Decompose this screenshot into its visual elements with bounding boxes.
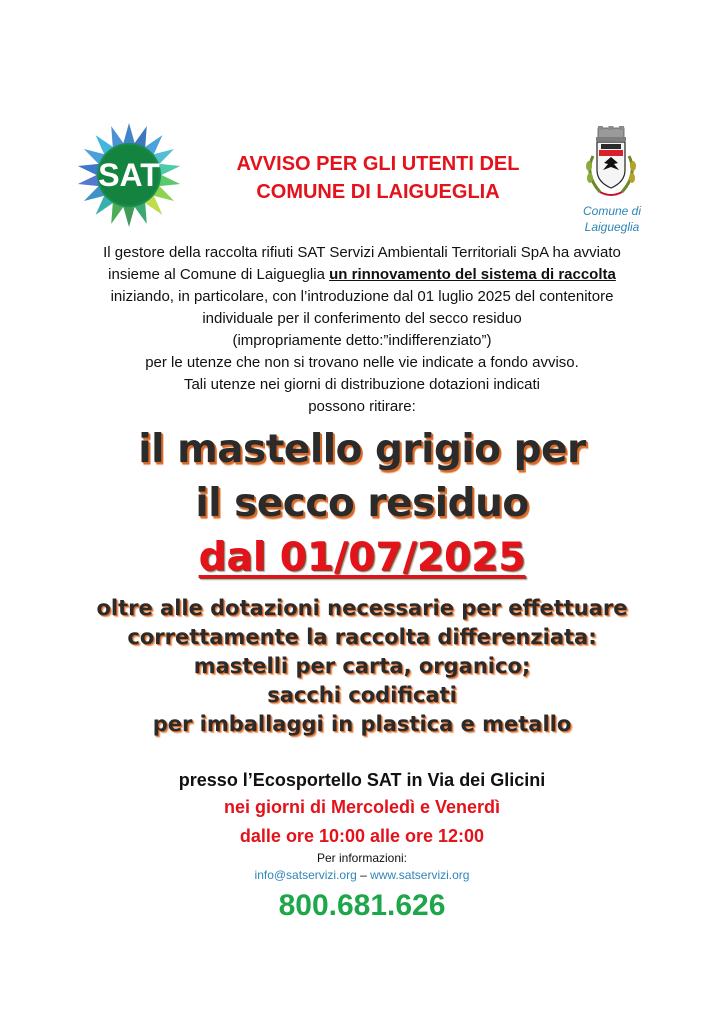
crest-label-line-2: Laigueglia [584, 220, 640, 234]
title-line-2: COMUNE DI LAIGUEGLIA [256, 181, 500, 203]
intro-line: (impropriamente detto:”indifferenziato”) [232, 332, 492, 349]
headline-line-2: il secco residuo [195, 481, 529, 526]
intro-highlight: un rinnovamento del sistema di raccolta [329, 266, 616, 283]
intro-line [60, 264, 664, 286]
pickup-days: nei giorni di Mercoledì e Venerdì [223, 797, 501, 817]
intro-line-prefix: insieme al Comune di Laigueglia [108, 266, 330, 283]
subheadline [40, 594, 684, 739]
crest-label-line-1: Comune di [582, 204, 642, 218]
crest-label [572, 203, 652, 235]
notice-title [196, 150, 560, 206]
title-line-1: AVVISO PER GLI UTENTI DEL [236, 153, 520, 175]
subheadline-line: per imballaggi in plastica e metallo [152, 712, 572, 736]
info-label: Per informazioni: [316, 851, 408, 865]
intro-line: iniziando, in particolare, con l’introduzione dal 01 luglio 2025 del contenitore [110, 288, 614, 305]
subheadline-line: correttamente la raccolta differenziata: [127, 625, 597, 649]
intro-line: per le utenze che non si trovano nelle vie indicate a fondo avviso. [145, 354, 579, 371]
pickup-hours: dalle ore 10:00 alle ore 12:00 [239, 826, 485, 846]
contact-separator: – [356, 868, 371, 882]
sat-logo-graphic [72, 122, 186, 228]
pickup-location: presso l’Ecosportello SAT in Via dei Glicini [178, 770, 546, 790]
intro-line: possono ritirare: [308, 398, 416, 415]
headline-date: dal 01/07/2025 [198, 535, 526, 580]
subheadline-line: mastelli per carta, organico; [193, 654, 531, 678]
laigueglia-crest-icon [578, 126, 644, 206]
intro-paragraph [60, 242, 664, 418]
intro-line: Il gestore della raccolta rifiuti SAT Servizi Ambientali Territoriali SpA ha avviato [103, 244, 621, 261]
contact-links [40, 867, 684, 883]
intro-line: Tali utenze nei giorni di distribuzione dotazioni indicati [183, 376, 541, 393]
headline-line-1: il mastello grigio per [138, 427, 586, 472]
phone-number[interactable]: 800.681.626 [278, 889, 446, 922]
sat-logo-text: SAT [98, 157, 160, 193]
subheadline-line: sacchi codificati [267, 683, 457, 707]
email-link[interactable]: info@satservizi.org [254, 868, 357, 882]
subheadline-line: oltre alle dotazioni necessarie per effettuare [96, 596, 628, 620]
website-link[interactable]: www.satservizi.org [370, 868, 470, 882]
sat-logo [72, 122, 186, 228]
intro-line: individuale per il conferimento del secco residuo [202, 310, 522, 327]
